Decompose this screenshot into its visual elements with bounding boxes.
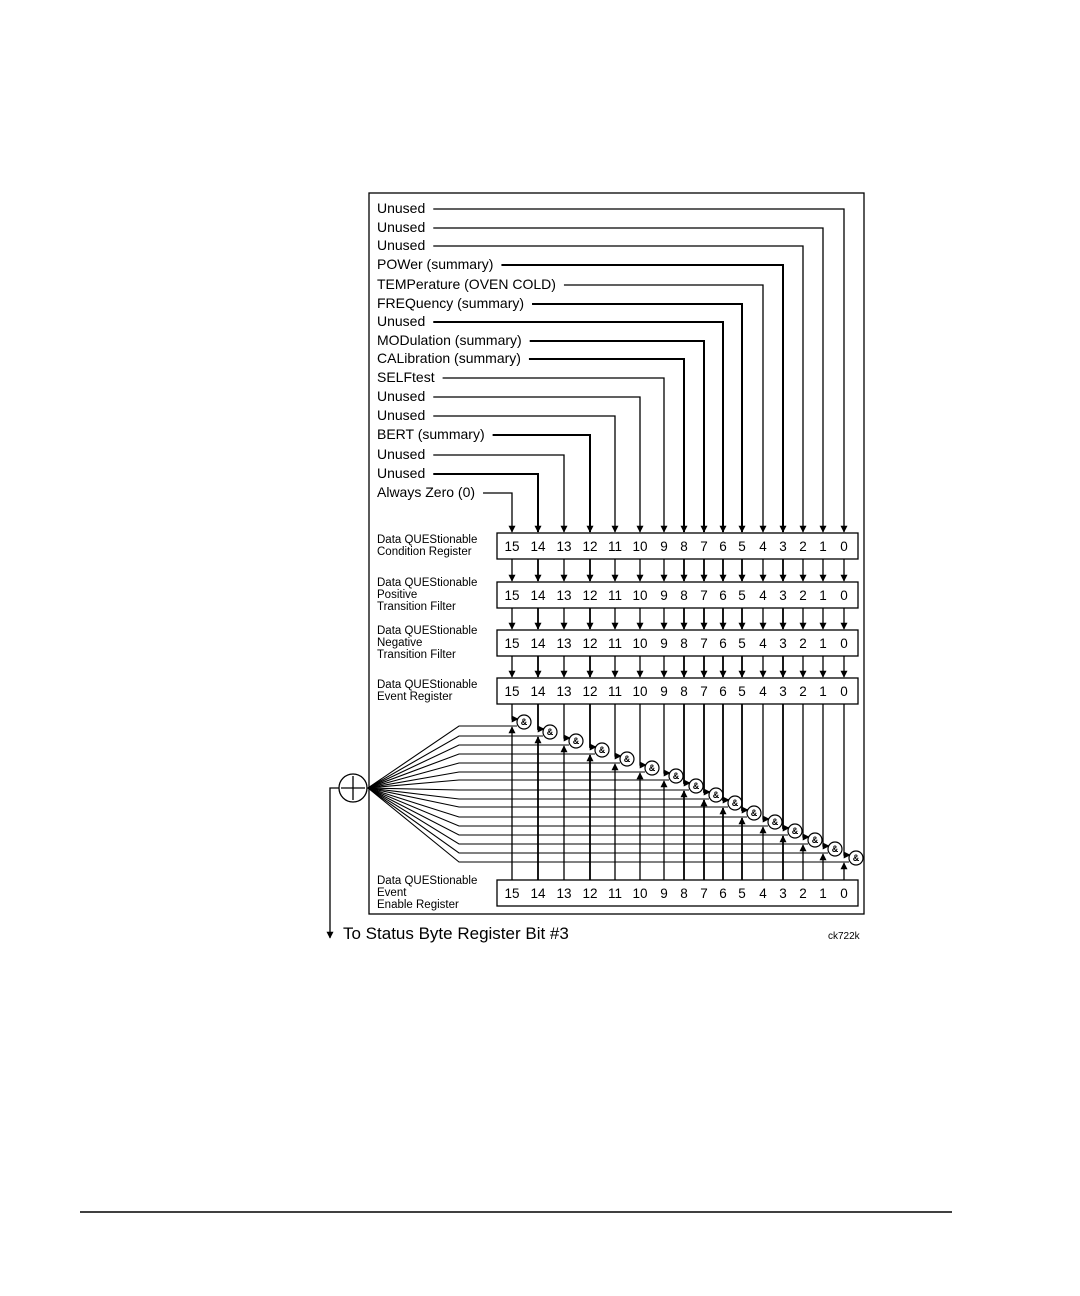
svg-text:&: & <box>791 826 799 837</box>
register-ptr-bit-15: 15 <box>504 588 520 603</box>
register-event-bit-6: 6 <box>719 684 727 699</box>
svg-text:&: & <box>623 754 631 765</box>
register-ntr-bit-2: 2 <box>799 636 807 651</box>
condition-label-bit-6: Unused <box>377 313 426 329</box>
register-enable-name-line: Data QUEStionable <box>377 875 478 887</box>
svg-text:&: & <box>852 853 860 864</box>
condition-label-bit-2: Unused <box>377 237 426 253</box>
register-event-bit-1: 1 <box>819 684 827 699</box>
register-ntr-bit-3: 3 <box>779 636 787 651</box>
feed-line-bit-10 <box>433 397 640 532</box>
svg-text:&: & <box>731 798 739 809</box>
register-condition-bit-7: 7 <box>700 539 708 554</box>
register-ptr-bit-5: 5 <box>738 588 746 603</box>
register-ptr-bit-4: 4 <box>759 588 767 603</box>
condition-label-bit-0: Unused <box>377 200 426 216</box>
register-ntr-bit-8: 8 <box>680 636 688 651</box>
register-event-bit-7: 7 <box>700 684 708 699</box>
register-condition-bit-13: 13 <box>556 539 572 554</box>
and-gate-bit-1 <box>368 704 842 880</box>
svg-text:&: & <box>572 736 580 747</box>
and-gate-bit-11 <box>368 704 634 880</box>
register-enable <box>377 875 858 911</box>
register-ptr-bit-11: 11 <box>607 588 623 603</box>
register-ptr-bit-2: 2 <box>799 588 807 603</box>
register-ntr-name-line: Negative <box>377 637 423 649</box>
register-ntr-bit-5: 5 <box>738 636 746 651</box>
register-enable-bit-6: 6 <box>719 886 727 901</box>
register-condition-bit-9: 9 <box>660 539 668 554</box>
register-enable-name-line: Enable Register <box>377 899 459 911</box>
or-gate <box>339 774 367 802</box>
register-enable-bit-0: 0 <box>840 886 848 901</box>
register-condition-bit-4: 4 <box>759 539 767 554</box>
and-gate-bit-9 <box>368 704 683 880</box>
register-ptr-bit-1: 1 <box>819 588 827 603</box>
register-ntr-bit-7: 7 <box>700 636 708 651</box>
register-ptr-bit-0: 0 <box>840 588 848 603</box>
and-gate-bit-14 <box>368 704 557 880</box>
condition-label-bit-3: POWer (summary) <box>377 256 494 272</box>
condition-feed-lines <box>433 209 844 532</box>
register-enable-bit-11: 11 <box>607 886 623 901</box>
register-enable-bit-8: 8 <box>680 886 688 901</box>
register-condition-bit-2: 2 <box>799 539 807 554</box>
register-enable-bit-14: 14 <box>530 886 546 901</box>
register-ptr-bit-7: 7 <box>700 588 708 603</box>
register-enable-bit-3: 3 <box>779 886 787 901</box>
svg-text:&: & <box>692 781 700 792</box>
feed-line-bit-12 <box>493 435 590 532</box>
register-event-bit-13: 13 <box>556 684 572 699</box>
register-event-bit-10: 10 <box>632 684 648 699</box>
register-enable-bit-9: 9 <box>660 886 668 901</box>
register-condition-bit-3: 3 <box>779 539 787 554</box>
register-ptr-bit-10: 10 <box>632 588 648 603</box>
register-enable-bit-5: 5 <box>738 886 746 901</box>
and-gate-bit-2 <box>368 704 822 880</box>
register-enable-bit-15: 15 <box>504 886 520 901</box>
register-event-bit-14: 14 <box>530 684 546 699</box>
figure-code: ck722k <box>828 931 860 942</box>
feed-line-bit-1 <box>433 228 823 532</box>
output-line <box>330 788 339 938</box>
condition-label-bit-4: TEMPerature (OVEN COLD) <box>377 276 556 292</box>
register-enable-bit-4: 4 <box>759 886 767 901</box>
svg-text:&: & <box>648 763 656 774</box>
register-ptr-name-line: Data QUEStionable <box>377 577 478 589</box>
condition-label-bit-11: Unused <box>377 407 426 423</box>
register-ptr-bit-8: 8 <box>680 588 688 603</box>
and-gates <box>368 704 863 880</box>
register-event-bit-12: 12 <box>582 684 598 699</box>
output-label: To Status Byte Register Bit #3 <box>343 924 569 943</box>
register-event <box>377 678 858 704</box>
register-enable-bit-12: 12 <box>582 886 598 901</box>
register-condition-name-line: Data QUEStionable <box>377 534 478 546</box>
svg-text:&: & <box>712 790 720 801</box>
register-condition-bit-0: 0 <box>840 539 848 554</box>
register-enable-bit-10: 10 <box>632 886 648 901</box>
register-condition-bit-11: 11 <box>607 539 623 554</box>
register-ntr <box>377 625 858 661</box>
register-condition-name-line: Condition Register <box>377 546 472 558</box>
register-ntr-name-line: Data QUEStionable <box>377 625 478 637</box>
register-ptr-bit-9: 9 <box>660 588 668 603</box>
register-ptr <box>377 577 858 613</box>
feed-line-bit-7 <box>530 341 704 532</box>
register-ntr-bit-13: 13 <box>556 636 572 651</box>
and-gate-bit-8 <box>368 704 703 880</box>
register-condition-bit-6: 6 <box>719 539 727 554</box>
register-ntr-bit-0: 0 <box>840 636 848 651</box>
svg-text:&: & <box>811 835 819 846</box>
register-event-bit-11: 11 <box>607 684 623 699</box>
register-ptr-name-line: Transition Filter <box>377 601 456 613</box>
register-event-bit-0: 0 <box>840 684 848 699</box>
register-ptr-name-line: Positive <box>377 589 418 601</box>
register-condition-bit-10: 10 <box>632 539 648 554</box>
register-event-bit-3: 3 <box>779 684 787 699</box>
register-ntr-bit-4: 4 <box>759 636 767 651</box>
register-condition-bit-14: 14 <box>530 539 546 554</box>
condition-label-bit-9: SELFtest <box>377 369 435 385</box>
register-ptr-bit-3: 3 <box>779 588 787 603</box>
register-condition-bit-1: 1 <box>819 539 827 554</box>
feed-line-bit-15 <box>483 493 512 532</box>
register-ptr-bit-14: 14 <box>530 588 546 603</box>
condition-label-bit-1: Unused <box>377 219 426 235</box>
register-ntr-bit-10: 10 <box>632 636 648 651</box>
register-event-bit-5: 5 <box>738 684 746 699</box>
register-event-bit-2: 2 <box>799 684 807 699</box>
svg-text:&: & <box>598 745 606 756</box>
register-event-name-line: Data QUEStionable <box>377 679 478 691</box>
condition-label-bit-15: Always Zero (0) <box>377 484 476 500</box>
register-enable-bit-1: 1 <box>819 886 827 901</box>
register-event-name-line: Event Register <box>377 691 453 703</box>
register-event-bit-4: 4 <box>759 684 767 699</box>
register-arrows <box>512 559 844 677</box>
condition-label-bit-10: Unused <box>377 388 426 404</box>
register-condition-bit-8: 8 <box>680 539 688 554</box>
register-event-bit-8: 8 <box>680 684 688 699</box>
condition-label-bit-14: Unused <box>377 465 426 481</box>
register-enable-bit-7: 7 <box>700 886 708 901</box>
register-ptr-bit-12: 12 <box>582 588 598 603</box>
register-ntr-bit-6: 6 <box>719 636 727 651</box>
register-ptr-bit-6: 6 <box>719 588 727 603</box>
svg-text:&: & <box>546 727 554 738</box>
register-ntr-bit-14: 14 <box>530 636 546 651</box>
svg-text:&: & <box>771 817 779 828</box>
register-ntr-bit-12: 12 <box>582 636 598 651</box>
svg-text:&: & <box>750 808 758 819</box>
feed-line-bit-3 <box>501 265 783 532</box>
register-enable-name-line: Event <box>377 887 407 899</box>
condition-label-bit-7: MODulation (summary) <box>377 332 522 348</box>
feed-line-bit-8 <box>529 359 684 532</box>
register-ntr-name-line: Transition Filter <box>377 649 456 661</box>
register-event-bit-9: 9 <box>660 684 668 699</box>
and-gate-bit-3 <box>368 704 802 880</box>
condition-label-bit-8: CALibration (summary) <box>377 350 521 366</box>
register-ptr-bit-13: 13 <box>556 588 572 603</box>
register-enable-bit-2: 2 <box>799 886 807 901</box>
register-ntr-bit-15: 15 <box>504 636 520 651</box>
svg-text:&: & <box>520 717 528 728</box>
condition-label-bit-12: BERT (summary) <box>377 426 485 442</box>
register-condition-bit-5: 5 <box>738 539 746 554</box>
condition-label-bit-5: FREQuency (summary) <box>377 295 525 311</box>
register-enable-bit-13: 13 <box>556 886 572 901</box>
register-event-bit-15: 15 <box>504 684 520 699</box>
register-ntr-bit-9: 9 <box>660 636 668 651</box>
register-condition <box>377 533 858 559</box>
svg-text:&: & <box>831 844 839 855</box>
register-ntr-bit-1: 1 <box>819 636 827 651</box>
condition-label-bit-13: Unused <box>377 446 426 462</box>
feed-line-bit-14 <box>433 474 538 532</box>
svg-text:&: & <box>672 771 680 782</box>
register-ntr-bit-11: 11 <box>607 636 623 651</box>
register-condition-bit-12: 12 <box>582 539 598 554</box>
register-condition-bit-15: 15 <box>504 539 520 554</box>
